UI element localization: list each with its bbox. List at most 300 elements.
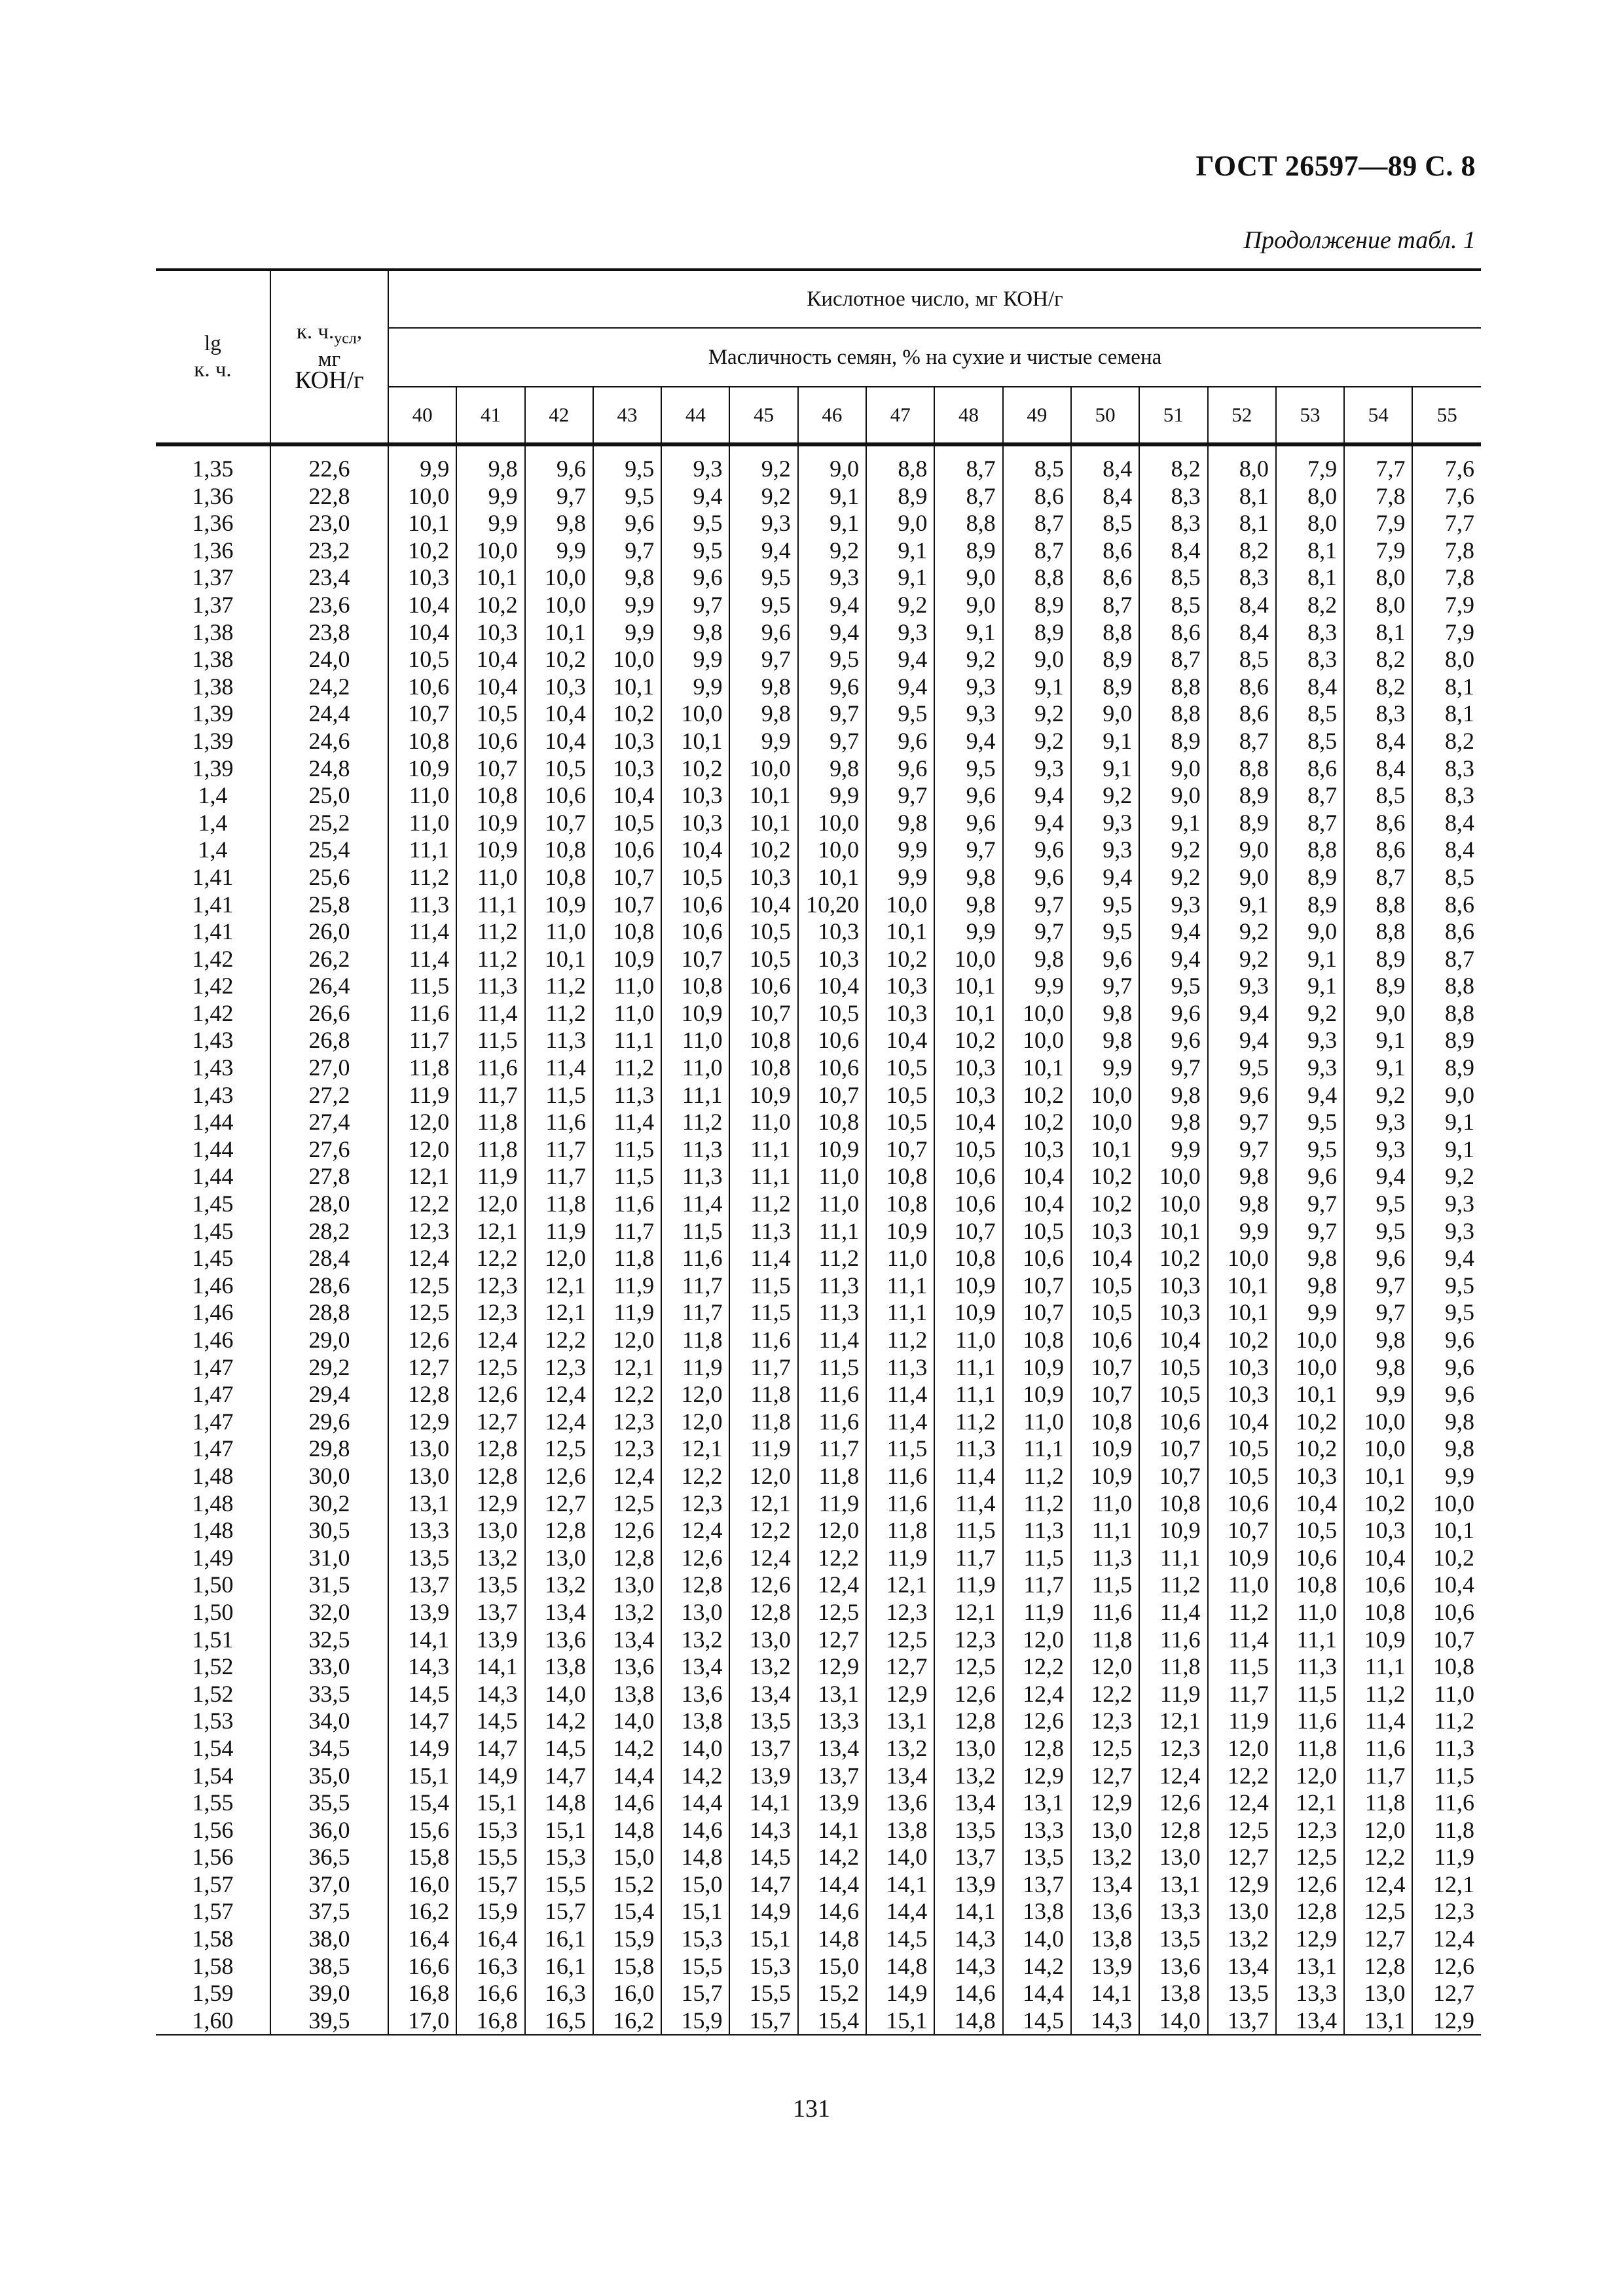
oil-column-header: 55 (1412, 387, 1481, 444)
table-cell: 9,6 (556, 456, 586, 482)
column-oil-42-values (525, 444, 593, 2035)
table-cell: 9,9 (761, 727, 791, 754)
table-cell: 8,5 (1171, 591, 1201, 618)
table-cell: 1,42 (192, 999, 234, 1026)
table-cell: 9,9 (420, 456, 450, 482)
table-cell: 1,48 (192, 1517, 234, 1544)
table-cell: 11,0 (750, 1109, 791, 1136)
table-cell: 8,9 (1239, 809, 1269, 836)
table-cell: 8,6 (1376, 809, 1406, 836)
table-cell: 9,2 (1034, 700, 1064, 727)
table-cell: 12,0 (1227, 1734, 1269, 1761)
table-cell: 9,9 (830, 782, 860, 809)
table-cell: 14,4 (1022, 1980, 1064, 2007)
table-cell: 11,1 (886, 1272, 928, 1299)
column-oil-47-values (866, 444, 934, 2035)
table-cell: 10,6 (954, 1191, 996, 1217)
table-cell: 12,6 (408, 1327, 450, 1353)
table-cell: 10,2 (1296, 1435, 1338, 1462)
table-cell: 9,8 (898, 809, 928, 836)
table-cell: 12,4 (408, 1245, 450, 1272)
table-cell: 8,7 (1171, 646, 1201, 673)
table-cell: 1,58 (192, 1952, 234, 1979)
table-cell: 7,8 (1445, 564, 1474, 591)
table-cell: 15,5 (681, 1952, 723, 1979)
table-cell: 16,3 (476, 1952, 518, 1979)
oil-column-header: 47 (866, 387, 934, 444)
table-cell: 12,7 (1364, 1926, 1406, 1952)
table-cell: 10,5 (613, 809, 655, 836)
table-cell: 12,9 (476, 1490, 518, 1516)
table-cell: 12,8 (749, 1598, 791, 1625)
table-cell: 13,1 (1022, 1789, 1064, 1816)
table-cell: 11,7 (955, 1544, 996, 1571)
table-cell: 12,5 (818, 1598, 860, 1625)
table-cell: 13,1 (1296, 1952, 1338, 1979)
table-cell: 10,1 (749, 809, 791, 836)
table-cell: 9,1 (830, 482, 860, 509)
table-cell: 11,1 (682, 1081, 723, 1108)
table-cell: 10,3 (749, 863, 791, 890)
table-cell: 13,2 (1227, 1926, 1269, 1952)
table-cell: 9,2 (1239, 945, 1269, 972)
table-cell: 38,5 (308, 1952, 350, 1979)
table-cell: 8,6 (1171, 619, 1201, 645)
table-cell: 11,5 (409, 973, 450, 999)
table-cell: 9,8 (1376, 1327, 1406, 1353)
table-cell: 8,5 (1445, 863, 1474, 890)
table-cell: 10,9 (1091, 1462, 1133, 1489)
table-cell: 1,46 (192, 1272, 234, 1299)
table-cell: 9,7 (1171, 1054, 1201, 1081)
table-cell: 15,2 (818, 1980, 860, 2007)
table-cell: 10,3 (1159, 1299, 1201, 1326)
table-cell: 12,7 (408, 1354, 450, 1380)
table-cell: 12,1 (749, 1490, 791, 1516)
table-cell: 14,6 (818, 1898, 860, 1925)
table-cell: 12,8 (613, 1544, 655, 1571)
table-cell: 15,9 (681, 2007, 723, 2034)
table-cell: 30,2 (308, 1490, 350, 1516)
table-cell: 11,2 (1364, 1680, 1406, 1707)
table-cell: 13,0 (749, 1626, 791, 1653)
table-cell: 10,2 (1022, 1109, 1064, 1136)
table-cell: 14,1 (818, 1816, 860, 1843)
table-cell: 8,6 (1239, 700, 1269, 727)
table-cell: 14,2 (613, 1734, 655, 1761)
table-cell: 9,9 (1103, 1054, 1133, 1081)
table-cell: 10,6 (749, 973, 791, 999)
table-cell: 13,1 (408, 1490, 450, 1516)
table-cell: 8,4 (1445, 809, 1474, 836)
table-cell: 23,2 (308, 537, 350, 564)
table-cell: 27,6 (308, 1136, 350, 1162)
table-cell: 9,6 (1445, 1354, 1474, 1380)
table-cell: 9,9 (1376, 1381, 1406, 1408)
table-cell: 10,7 (1227, 1517, 1269, 1544)
table-cell: 9,3 (830, 564, 860, 591)
table-cell: 16,4 (408, 1926, 450, 1952)
table-cell: 9,1 (1307, 973, 1338, 999)
table-cell: 1,54 (192, 1734, 234, 1761)
table-cell: 12,4 (1227, 1789, 1269, 1816)
table-cell: 1,48 (192, 1462, 234, 1489)
table-cell: 13,5 (476, 1571, 518, 1598)
table-cell: 15,1 (681, 1898, 723, 1925)
table-cell: 10,6 (681, 891, 723, 918)
table-cell: 15,4 (613, 1898, 655, 1925)
table-cell: 8,2 (1239, 537, 1269, 564)
table-cell: 11,1 (409, 836, 450, 863)
table-cell: 10,0 (1091, 1109, 1133, 1136)
table-cell: 9,5 (830, 646, 860, 673)
table-cell: 10,8 (1296, 1571, 1338, 1598)
sub-header-oil-content: Масличность семян, % на сухие и чистые семена (388, 328, 1481, 387)
table-cell: 10,1 (681, 727, 723, 754)
table-cell: 10,2 (613, 700, 655, 727)
table-cell: 11,9 (1159, 1680, 1201, 1707)
table-cell: 8,8 (1103, 619, 1133, 645)
table-cell: 8,4 (1171, 537, 1201, 564)
table-cell: 11,3 (750, 1217, 791, 1244)
table-cell: 10,3 (954, 1081, 996, 1108)
table-cell: 11,1 (1296, 1626, 1338, 1653)
table-cell: 10,1 (1433, 1517, 1474, 1544)
table-cell: 8,9 (966, 537, 996, 564)
table-cell: 10,8 (886, 1163, 928, 1190)
table-cell: 9,3 (898, 619, 928, 645)
table-cell: 9,3 (1307, 1027, 1338, 1054)
table-cell: 12,9 (1433, 2007, 1474, 2034)
table-cell: 9,3 (1445, 1217, 1474, 1244)
table-cell: 12,6 (476, 1381, 518, 1408)
table-cell: 1,38 (192, 673, 234, 700)
table-cell: 12,8 (1364, 1952, 1406, 1979)
table-cell: 12,0 (544, 1245, 586, 1272)
table-cell: 1,42 (192, 945, 234, 972)
table-cell: 8,0 (1307, 482, 1338, 509)
table-cell: 9,6 (830, 673, 860, 700)
table-cell: 10,2 (886, 945, 928, 972)
table-cell: 11,4 (1364, 1708, 1406, 1734)
table-cell: 1,41 (192, 863, 234, 890)
table-cell: 11,6 (1364, 1734, 1406, 1761)
table-cell: 12,8 (544, 1517, 586, 1544)
table-cell: 11,5 (1434, 1762, 1474, 1789)
table-cell: 12,0 (1296, 1762, 1338, 1789)
table-cell: 10,5 (886, 1054, 928, 1081)
table-cell: 9,1 (830, 510, 860, 537)
table-cell: 12,5 (886, 1626, 928, 1653)
table-cell: 8,0 (1376, 564, 1406, 591)
table-cell: 11,1 (886, 1299, 928, 1326)
oil-column-header: 49 (1003, 387, 1071, 444)
table-cell: 11,2 (477, 945, 518, 972)
table-cell: 31,5 (308, 1571, 350, 1598)
table-cell: 8,6 (1445, 918, 1474, 945)
table-cell: 11,6 (818, 1408, 860, 1435)
table-cell: 9,4 (1239, 1027, 1269, 1054)
table-cell: 8,2 (1307, 591, 1338, 618)
table-cell: 11,8 (682, 1327, 723, 1353)
table-cell: 16,2 (408, 1898, 450, 1925)
table-cell: 11,8 (1159, 1653, 1201, 1680)
table-cell: 11,7 (477, 1081, 518, 1108)
table-cell: 9,0 (1307, 918, 1338, 945)
table-cell: 9,1 (1445, 1136, 1474, 1162)
table-cell: 10,7 (408, 700, 450, 727)
table-cell: 11,8 (818, 1462, 860, 1489)
table-cell: 29,6 (308, 1408, 350, 1435)
table-cell: 11,7 (409, 1027, 450, 1054)
table-cell: 11,5 (955, 1517, 996, 1544)
table-cell: 24,6 (308, 727, 350, 754)
table-cell: 8,6 (1307, 755, 1338, 781)
table-cell: 1,54 (192, 1762, 234, 1789)
table-cell: 14,3 (476, 1680, 518, 1707)
column-oil-48-values (934, 444, 1002, 2035)
table-cell: 9,8 (488, 456, 518, 482)
table-cell: 10,8 (681, 973, 723, 999)
table-cell: 11,1 (1159, 1544, 1201, 1571)
table-cell: 23,4 (308, 564, 350, 591)
table-cell: 7,9 (1445, 619, 1474, 645)
table-cell: 11,0 (682, 1027, 723, 1054)
table-cell: 13,2 (544, 1571, 586, 1598)
table-cell: 8,7 (1239, 727, 1269, 754)
table-cell: 10,6 (818, 1027, 860, 1054)
table-cell: 10,4 (544, 727, 586, 754)
table-cell: 9,9 (1307, 1299, 1338, 1326)
table-cell: 11,6 (886, 1462, 928, 1489)
table-cell: 10,4 (476, 673, 518, 700)
table-cell: 10,9 (1159, 1517, 1201, 1544)
table-cell: 9,6 (761, 619, 791, 645)
table-cell: 10,0 (1159, 1191, 1201, 1217)
table-cell: 10,6 (1433, 1598, 1474, 1625)
table-cell: 11,2 (545, 999, 586, 1026)
table-cell: 9,8 (1376, 1354, 1406, 1380)
table-cell: 10,4 (1296, 1490, 1338, 1516)
table-cell: 16,2 (613, 2007, 655, 2034)
table-cell: 11,0 (1296, 1598, 1338, 1625)
table-cell: 9,9 (898, 836, 928, 863)
table-cell: 8,8 (1445, 973, 1474, 999)
table-cell: 1,57 (192, 1898, 234, 1925)
table-cell: 15,3 (681, 1926, 723, 1952)
table-cell: 10,2 (544, 646, 586, 673)
table-cell: 10,5 (749, 918, 791, 945)
table-cell: 32,0 (308, 1598, 350, 1625)
table-cell: 14,7 (408, 1708, 450, 1734)
table-cell: 9,6 (898, 755, 928, 781)
table-cell: 14,3 (1091, 2007, 1133, 2034)
table-cell: 9,1 (966, 619, 996, 645)
table-cell: 1,4 (198, 809, 228, 836)
table-cell: 9,7 (761, 646, 791, 673)
table-cell: 15,7 (476, 1871, 518, 1897)
table-cell: 11,3 (818, 1272, 860, 1299)
table-cell: 10,5 (544, 755, 586, 781)
table-cell: 10,7 (476, 755, 518, 781)
table-cell: 9,7 (625, 537, 655, 564)
table-cell: 10,4 (681, 836, 723, 863)
table-cell: 8,7 (1103, 591, 1133, 618)
table-cell: 1,60 (192, 2007, 234, 2034)
table-cell: 9,4 (1307, 1081, 1338, 1108)
table-cell: 11,6 (1434, 1789, 1474, 1816)
table-cell: 11,6 (682, 1245, 723, 1272)
table-cell: 10,9 (408, 755, 450, 781)
table-cell: 15,7 (681, 1980, 723, 2007)
table-cell: 12,7 (476, 1408, 518, 1435)
table-cell: 15,8 (613, 1952, 655, 1979)
table-cell: 9,8 (1103, 1027, 1133, 1054)
table-cell: 11,7 (750, 1354, 791, 1380)
table-cell: 8,9 (1171, 727, 1201, 754)
table-cell: 10,9 (544, 891, 586, 918)
table-cell: 10,4 (1022, 1191, 1064, 1217)
table-cell: 1,56 (192, 1844, 234, 1871)
table-cell: 11,3 (682, 1136, 723, 1162)
table-cell: 10,3 (613, 727, 655, 754)
table-cell: 9,1 (1376, 1054, 1406, 1081)
table-cell: 8,9 (1307, 863, 1338, 890)
table-cell: 9,7 (830, 727, 860, 754)
table-cell: 14,4 (613, 1762, 655, 1789)
table-cell: 8,8 (1307, 836, 1338, 863)
table-cell: 9,9 (1445, 1462, 1474, 1489)
table-cell: 10,5 (408, 646, 450, 673)
table-cell: 10,9 (476, 809, 518, 836)
table-cell: 10,1 (476, 564, 518, 591)
table-cell: 10,1 (954, 999, 996, 1026)
table-cell: 10,0 (1091, 1081, 1133, 1108)
table-cell: 13,3 (1022, 1816, 1064, 1843)
table-cell: 12,5 (1091, 1734, 1133, 1761)
table-cell: 9,5 (1103, 918, 1133, 945)
table-cell: 10,4 (408, 591, 450, 618)
table-cell: 10,0 (1296, 1327, 1338, 1353)
table-cell: 10,0 (749, 755, 791, 781)
table-cell: 9,8 (625, 564, 655, 591)
table-cell: 9,3 (693, 456, 723, 482)
table-cell: 13,7 (749, 1734, 791, 1761)
table-cell: 10,3 (476, 619, 518, 645)
table-cell: 13,9 (476, 1626, 518, 1653)
table-cell: 33,5 (308, 1680, 350, 1707)
table-cell: 9,8 (1103, 999, 1133, 1026)
table-cell: 13,2 (954, 1762, 996, 1789)
table-cell: 11,3 (545, 1027, 586, 1054)
table-cell: 8,1 (1307, 537, 1338, 564)
table-cell: 11,7 (818, 1435, 860, 1462)
table-cell: 11,3 (682, 1163, 723, 1190)
table-cell: 12,0 (681, 1381, 723, 1408)
table-cell: 12,1 (886, 1571, 928, 1598)
table-cell: 9,3 (966, 673, 996, 700)
table-cell: 11,0 (955, 1327, 996, 1353)
table-cell: 11,4 (409, 918, 450, 945)
table-cell: 9,9 (693, 646, 723, 673)
table-cell: 10,2 (1091, 1191, 1133, 1217)
table-cell: 9,8 (1239, 1163, 1269, 1190)
table-cell: 13,1 (1159, 1871, 1201, 1897)
table-cell: 10,2 (1091, 1163, 1133, 1190)
table-cell: 10,5 (886, 1109, 928, 1136)
table-cell: 12,8 (476, 1462, 518, 1489)
table-cell: 13,5 (749, 1708, 791, 1734)
table-cell: 9,8 (693, 619, 723, 645)
table-cell: 8,3 (1171, 510, 1201, 537)
table-cell: 11,8 (545, 1191, 586, 1217)
table-cell: 10,0 (408, 482, 450, 509)
table-cell: 26,6 (308, 999, 350, 1026)
table-cell: 9,6 (898, 727, 928, 754)
table-cell: 10,4 (886, 1027, 928, 1054)
table-cell: 9,8 (761, 700, 791, 727)
table-cell: 11,2 (886, 1327, 928, 1353)
table-cell: 9,8 (1445, 1408, 1474, 1435)
table-cell: 10,1 (1227, 1272, 1269, 1299)
table-cell: 25,0 (308, 782, 350, 809)
table-cell: 25,8 (308, 891, 350, 918)
table-cell: 12,3 (476, 1299, 518, 1326)
table-cell: 9,2 (966, 646, 996, 673)
table-cell: 8,7 (966, 456, 996, 482)
table-cell: 9,3 (1376, 1136, 1406, 1162)
table-cell: 1,36 (192, 482, 234, 509)
table-cell: 1,53 (192, 1708, 234, 1734)
table-cell: 1,59 (192, 1980, 234, 2007)
table-cell: 10,7 (954, 1217, 996, 1244)
table-cell: 16,8 (408, 1980, 450, 2007)
table-cell: 10,5 (1227, 1435, 1269, 1462)
table-cell: 8,3 (1239, 564, 1269, 591)
table-cell: 10,7 (613, 863, 655, 890)
table-cell: 11,7 (613, 1217, 655, 1244)
table-cell: 11,0 (477, 863, 518, 890)
table-cell: 11,5 (682, 1217, 723, 1244)
table-cell: 12,2 (749, 1517, 791, 1544)
oil-column-header: 51 (1139, 387, 1207, 444)
table-cell: 14,1 (1091, 1980, 1133, 2007)
table-cell: 28,0 (308, 1191, 350, 1217)
table-cell: 10,8 (1091, 1408, 1133, 1435)
table-cell: 8,6 (1103, 537, 1133, 564)
table-cell: 12,2 (613, 1381, 655, 1408)
table-cell: 12,3 (1159, 1734, 1201, 1761)
table-cell: 10,7 (1022, 1299, 1064, 1326)
table-cell: 13,0 (954, 1734, 996, 1761)
table-cell: 14,6 (954, 1980, 996, 2007)
table-cell: 10,5 (1296, 1517, 1338, 1544)
table-cell: 14,4 (681, 1789, 723, 1816)
table-cell: 10,0 (544, 591, 586, 618)
table-cell: 9,9 (625, 619, 655, 645)
table-cell: 1,47 (192, 1408, 234, 1435)
table-cell: 10,2 (1433, 1544, 1474, 1571)
table-cell: 11,8 (409, 1054, 450, 1081)
table-cell: 13,7 (1227, 2007, 1269, 2034)
table-cell: 37,5 (308, 1898, 350, 1925)
table-cell: 11,2 (1023, 1490, 1064, 1516)
table-cell: 11,6 (545, 1109, 586, 1136)
table-cell: 1,58 (192, 1926, 234, 1952)
table-cell: 1,55 (192, 1789, 234, 1816)
table-cell: 11,8 (477, 1136, 518, 1162)
table-cell: 8,1 (1376, 619, 1406, 645)
